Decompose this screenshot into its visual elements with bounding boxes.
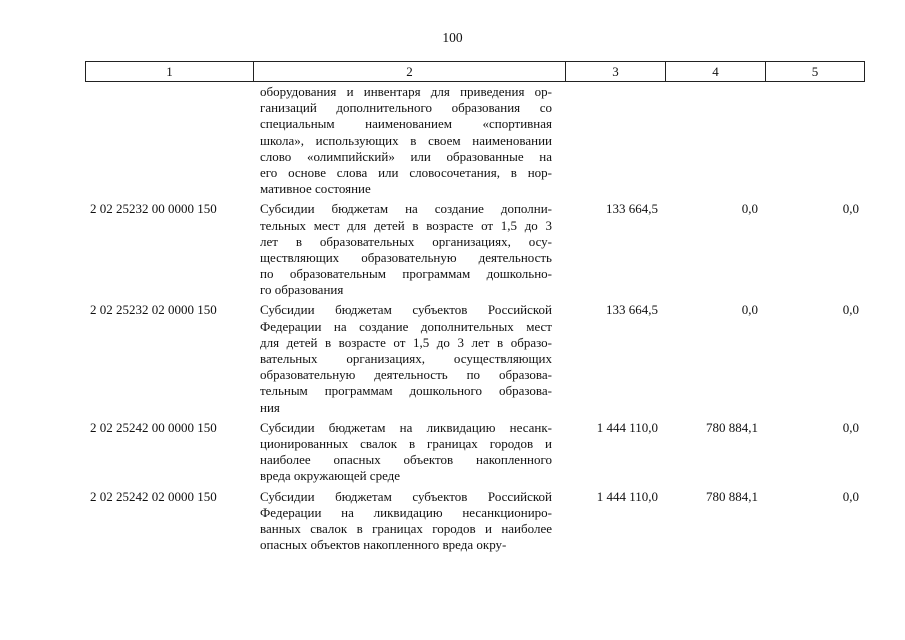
amount-col-3-cell: 1 444 110,0: [596, 419, 658, 435]
description-line: ванных свалок в границах городов и наиболее: [260, 520, 552, 536]
description-line: по образовательным программам дошкольно-: [260, 266, 552, 282]
description-cell: [252, 84, 564, 197]
budget-code-cell: 2 02 25242 00 0000 150: [90, 419, 217, 435]
table-row: [85, 201, 865, 298]
header-col-5: 5: [765, 62, 864, 81]
description-line: опасных объектов накопленного вреда окру-: [260, 537, 507, 553]
amount-col-3-cell: 1 444 110,0: [596, 488, 658, 504]
header-col-2: 2: [253, 62, 565, 81]
table-row: [85, 489, 865, 554]
description-line: специальным наименованием «спортивная: [260, 116, 552, 132]
description-line: лет в образовательных организациях, осу-: [260, 233, 552, 249]
header-col-1: 1: [166, 64, 173, 79]
description-line: оборудования и инвентаря для приведения ор-: [260, 84, 552, 99]
description-line: тельных мест для детей в возрасте от 1,5 до 3: [260, 217, 552, 233]
description-line: наиболее опасных объектов накопленного: [260, 452, 552, 468]
description-cell: [252, 420, 564, 485]
description-line: вреда окружающей среде: [260, 468, 401, 484]
budget-code-cell: 2 02 25242 02 0000 150: [90, 488, 217, 504]
description-line: образовательную деятельность по образова-: [260, 367, 552, 383]
amount-col-3-cell: 133 664,5: [606, 302, 658, 318]
description-line: вательных организациях, осуществляющих: [260, 351, 552, 366]
description-line: тельным программам дошкольного образова-: [260, 383, 552, 399]
description-line: ционированных свалок в границах городов и: [260, 435, 552, 451]
description-line: для детей в возрасте от 1,5 до 3 лет в образо-: [260, 334, 552, 350]
page-number: 100: [442, 30, 463, 45]
table-header: [85, 61, 865, 82]
description-line: мативное состояние: [260, 181, 371, 197]
amount-col-4-cell: [664, 84, 764, 197]
amount-col-5-cell: [764, 84, 864, 197]
description-cell: [252, 302, 564, 415]
budget-code-cell: 2 02 25232 00 0000 150: [90, 201, 217, 217]
amount-col-4-cell: 0,0: [741, 201, 758, 217]
amount-col-5-cell: 0,0: [842, 488, 859, 504]
description-line: ганизаций дополнительного образования со: [260, 100, 552, 116]
description-line: слово «олимпийский» или образованные на: [260, 148, 552, 164]
description-line: его основе слова или словосочетания, в нор-: [260, 164, 552, 180]
amount-col-4-cell: 780 884,1: [706, 488, 758, 504]
amount-col-5-cell: 0,0: [842, 201, 859, 217]
description-line: Субсидии бюджетам на ликвидацию несанк-: [260, 419, 552, 435]
amount-col-4-cell: 0,0: [741, 302, 758, 318]
description-line: ществляющих образовательную деятельность: [260, 249, 552, 265]
budget-code-cell: [85, 84, 252, 197]
header-col-4: 4: [665, 62, 765, 81]
amount-col-3-cell: [564, 84, 664, 197]
table-body: [85, 84, 865, 557]
description-cell: [252, 201, 564, 298]
budget-code-cell: 2 02 25232 02 0000 150: [90, 302, 217, 318]
description-line: Федерации на ликвидацию несанкциониро-: [260, 504, 552, 520]
description-line: школа», использующих в своем наименовании: [260, 132, 552, 148]
header-col-3: 3: [565, 62, 665, 81]
description-cell: [252, 489, 564, 554]
amount-col-4-cell: 780 884,1: [706, 419, 758, 435]
amount-col-5-cell: 0,0: [842, 302, 859, 318]
amount-col-3-cell: 133 664,5: [606, 201, 658, 217]
table-row: [85, 420, 865, 485]
amount-col-5-cell: 0,0: [842, 419, 859, 435]
description-line: Субсидии бюджетам субъектов Российской: [260, 488, 552, 504]
description-line: Федерации на создание дополнительных мест: [260, 318, 552, 334]
table-row: [85, 84, 865, 197]
description-line: Субсидии бюджетам субъектов Российской: [260, 302, 552, 318]
description-line: Субсидии бюджетам на создание дополни-: [260, 201, 552, 217]
description-line: го образования: [260, 282, 344, 298]
description-line: ния: [260, 399, 280, 415]
table-row: [85, 302, 865, 415]
